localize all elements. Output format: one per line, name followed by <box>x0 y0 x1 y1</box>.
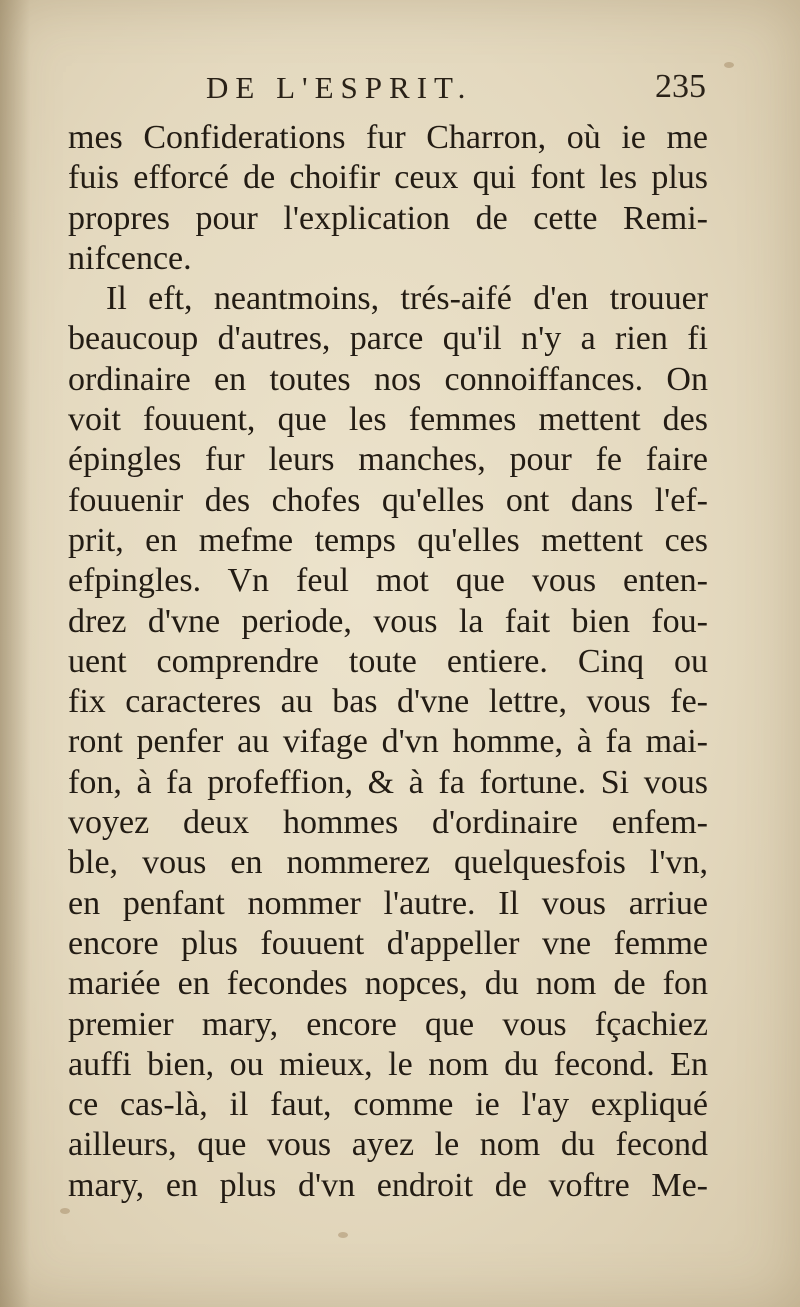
running-head-title: DE L'ESPRIT. <box>206 70 473 105</box>
text-line: uent comprendre toute entiere. Cinq ou <box>68 642 708 680</box>
text-line: fuis efforcé de choifir ceux qui font les plus <box>68 159 708 197</box>
text-line: encore plus fouuent d'appeller vne femme <box>68 924 708 962</box>
text-line: mes Confiderations fur Charron, où ie me <box>68 119 708 156</box>
text-line: ce cas-là, il faut, comme ie l'ay expliqué <box>68 1086 708 1124</box>
text-line: voit fouuent, que les femmes mettent des <box>68 401 708 439</box>
text-line: ront penfer au vifage d'vn homme, à fa mai- <box>68 723 708 761</box>
text-line: mariée en fecondes nopces, du nom de fon <box>68 965 708 1003</box>
text-line: mary, en plus d'vn endroit de voftre Me- <box>68 1166 708 1204</box>
text-line: voyez deux hommes d'ordinaire enfem- <box>68 804 708 842</box>
text-line: fon, à fa profeffion, & à fa fortune. Si vous <box>68 763 708 801</box>
text-line: ailleurs, que vous ayez le nom du fecond <box>68 1126 708 1164</box>
text-line: auffi bien, ou mieux, le nom du fecond. En <box>68 1045 708 1083</box>
text-line: prit, en mefme temps qu'elles mettent ces <box>68 521 708 559</box>
paragraph-first-line: Il eft, neantmoins, trés-aifé d'en trouuer <box>106 280 708 318</box>
text-line: ble, vous en nommerez quelquesfois l'vn, <box>68 844 708 882</box>
ink-speck <box>338 1232 348 1238</box>
text-line: fouuenir des chofes qu'elles ont dans l'ef- <box>68 481 708 519</box>
text-line: fix caracteres au bas d'vne lettre, vous fe- <box>68 683 708 721</box>
text-line: beaucoup d'autres, parce qu'il n'y a rien fi <box>68 320 708 358</box>
text-line: premier mary, encore que vous fçachiez <box>68 1005 708 1043</box>
ink-speck <box>60 1208 70 1214</box>
text-line: drez d'vne periode, vous la fait bien fou- <box>68 602 708 640</box>
ink-speck <box>724 62 734 68</box>
text-line: propres pour l'explication de cette Remi- <box>68 199 708 237</box>
gutter-shadow <box>0 0 30 1307</box>
text-line: efpingles. Vn feul mot que vous enten- <box>68 562 708 600</box>
text-line: en penfant nommer l'autre. Il vous arriue <box>68 884 708 922</box>
text-line: épingles fur leurs manches, pour fe faire <box>68 441 708 479</box>
body-text <box>68 118 708 1206</box>
text-line: ordinaire en toutes nos connoiffances. On <box>68 360 708 398</box>
running-head <box>196 66 736 116</box>
page-number: 235 <box>655 68 706 105</box>
text-line: nifcence. <box>68 239 192 277</box>
